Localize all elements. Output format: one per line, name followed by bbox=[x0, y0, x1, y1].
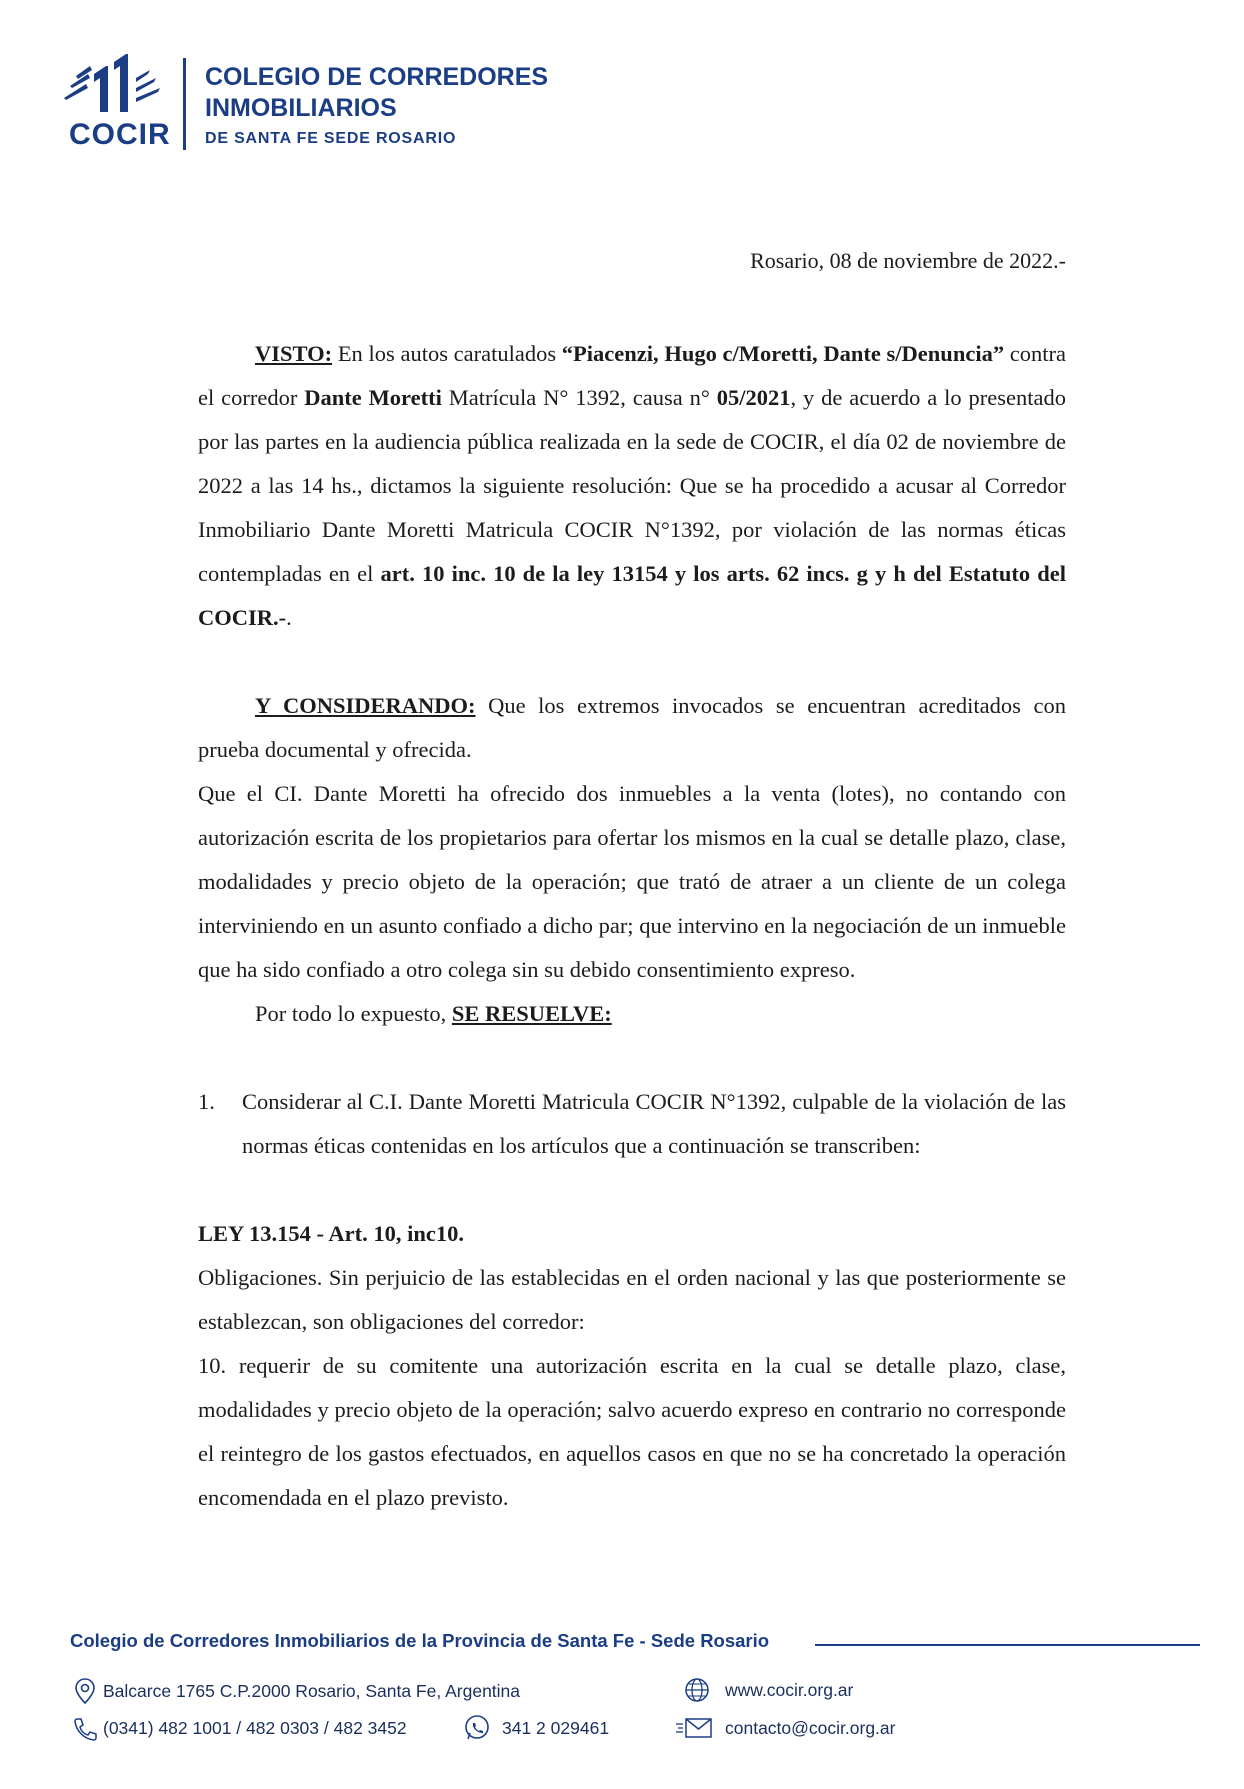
org-subtitle: DE SANTA FE SEDE ROSARIO bbox=[205, 130, 457, 147]
cocir-emblem-icon bbox=[62, 52, 172, 122]
mail-icon bbox=[674, 1713, 714, 1743]
considerando-detail: Que el CI. Dante Moretti ha ofrecido dos inmuebles a la venta (lotes), no contando con autorización escrita de los propietarios para ofertar los mismos en la cual se detalle plazo, clase, modalidades y precio objeto de la operación; que trató de atraer a un cliente de un colega interviniendo en un asunto confiado a dicho par; que intervino en la negociación de un inmueble que ha sido confiado a otro colega sin su debido consentimiento expreso. bbox=[198, 781, 1066, 982]
resuelve-line: Por todo lo expuesto, SE RESUELVE: bbox=[255, 1001, 612, 1026]
ley-obligaciones: Obligaciones. Sin perjuicio de las establecidas en el orden nacional y las que posteriormente se establezcan, son obligaciones del corredor: bbox=[198, 1265, 1066, 1334]
location-pin-icon bbox=[70, 1676, 100, 1706]
resolution-item-1 bbox=[198, 1080, 1066, 1168]
org-line-2: INMOBILIARIOS bbox=[205, 94, 397, 122]
org-line-1: COLEGIO DE CORREDORES bbox=[205, 63, 549, 91]
item-number: 1. bbox=[198, 1089, 215, 1114]
visto-paragraph: VISTO: En los autos caratulados “Piacenzi, Hugo c/Moretti, Dante s/Denuncia” contra el corredor Dante Moretti Matrícula N° 1392, causa n° 05/2021, y de acuerdo a lo presentado por las partes en la audiencia pública realizada en la sede de COCIR, el día 02 de noviembre de 2022 a las 14 hs., dictamos la siguiente resolución: Que se ha procedido a acusar al Corredor Inmobiliario Dante Moretti Matricula COCIR N°1392, por violación de las normas éticas contempladas en el art. 10 inc. 10 de la ley 13154 y los arts. 62 incs. g y h del Estatuto del COCIR.-. bbox=[198, 341, 1066, 630]
visto-heading: VISTO: bbox=[255, 341, 333, 366]
date-line: Rosario, 08 de noviembre de 2022.- bbox=[750, 248, 1066, 273]
resolution-body bbox=[198, 332, 1066, 1520]
causa-number: 05/2021 bbox=[716, 385, 791, 410]
considerando-heading: Y CONSIDERANDO: bbox=[255, 693, 476, 718]
footer bbox=[70, 1630, 1200, 1760]
logo-text: COCIR bbox=[69, 118, 171, 151]
footer-title: Colegio de Corredores Inmobiliarios de la Provincia de Santa Fe - Sede Rosario bbox=[70, 1630, 770, 1651]
footer-address: Balcarce 1765 C.P.2000 Rosario, Santa Fe, Argentina bbox=[103, 1681, 521, 1701]
ley-inciso-10: 10. requerir de su comitente una autorización escrita en la cual se detalle plazo, clase, modalidades y precio objeto de la operación; salvo acuerdo expreso en contrario no corresponde el reintegro de los gastos efectuados, en aquellos casos en que no se ha concretado la operación encomendada en el plazo previsto. bbox=[198, 1353, 1066, 1510]
phone-icon bbox=[70, 1714, 100, 1744]
header-divider bbox=[183, 58, 186, 150]
footer-web[interactable]: www.cocir.org.ar bbox=[725, 1680, 854, 1700]
footer-email[interactable]: contacto@cocir.org.ar bbox=[725, 1718, 896, 1738]
normas-citadas: art. 10 inc. 10 de la ley 13154 y los arts. 62 incs. g y h del Estatuto del COCIR.- bbox=[198, 561, 1066, 630]
cocir-logo bbox=[62, 52, 172, 152]
considerando-paragraph: Y CONSIDERANDO: Que los extremos invocados se encuentran acreditados con prueba documental y ofrecida. bbox=[198, 693, 1066, 762]
globe-icon bbox=[682, 1675, 712, 1705]
org-name bbox=[205, 62, 565, 124]
item-text: Considerar al C.I. Dante Moretti Matricula COCIR N°1392, culpable de la violación de las normas éticas contenidas en los artículos que a continuación se transcriben: bbox=[242, 1089, 1066, 1158]
resuelve-heading: SE RESUELVE: bbox=[451, 1001, 612, 1026]
footer-rule bbox=[815, 1644, 1200, 1646]
corredor-name: Dante Moretti bbox=[304, 385, 442, 410]
case-title: “Piacenzi, Hugo c/Moretti, Dante s/Denuncia” bbox=[561, 341, 1005, 366]
footer-phones: (0341) 482 1001 / 482 0303 / 482 3452 bbox=[103, 1718, 407, 1738]
whatsapp-icon bbox=[462, 1713, 492, 1743]
footer-whatsapp: 341 2 029461 bbox=[502, 1718, 610, 1738]
ley-heading: LEY 13.154 - Art. 10, inc10. bbox=[198, 1221, 465, 1246]
